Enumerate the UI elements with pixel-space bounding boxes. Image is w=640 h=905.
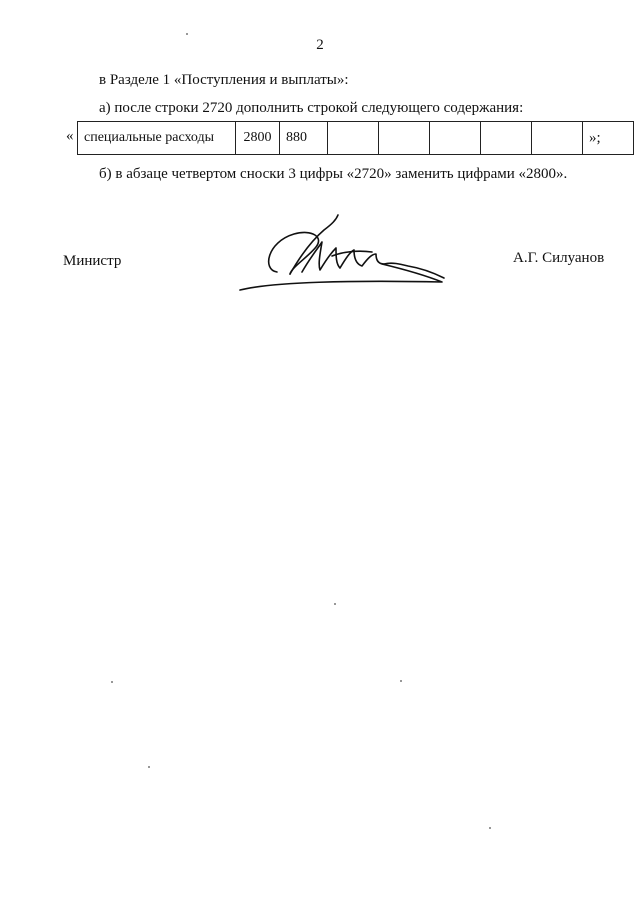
signer-position: Министр xyxy=(63,253,122,269)
page-number: 2 xyxy=(316,37,324,53)
paragraph-a: а) после строки 2720 дополнить строкой следующего содержания: xyxy=(99,100,524,116)
paragraph-intro: в Разделе 1 «Поступления и выплаты»: xyxy=(99,72,349,88)
scan-speck xyxy=(334,603,336,605)
inserted-row-table xyxy=(77,121,634,155)
cell-value: 880 xyxy=(280,122,328,155)
cell-empty-4 xyxy=(481,122,532,155)
open-quote: « xyxy=(66,128,74,144)
cell-empty-1 xyxy=(328,122,379,155)
handwritten-signature xyxy=(232,212,452,294)
table-row xyxy=(78,122,634,155)
cell-empty-5 xyxy=(532,122,583,155)
scan-speck xyxy=(400,680,402,682)
cell-name: специальные расходы xyxy=(78,122,236,155)
cell-empty-2 xyxy=(379,122,430,155)
scan-speck xyxy=(111,681,113,683)
signer-name: А.Г. Силуанов xyxy=(513,250,605,266)
scan-speck xyxy=(148,766,150,768)
scan-speck xyxy=(489,827,491,829)
paragraph-b: б) в абзаце четвертом сноски 3 цифры «2720» заменить цифрами «2800». xyxy=(99,166,568,182)
cell-code: 2800 xyxy=(236,122,280,155)
scan-speck xyxy=(186,33,188,35)
cell-empty-3 xyxy=(430,122,481,155)
close-quote: »; xyxy=(589,130,601,146)
